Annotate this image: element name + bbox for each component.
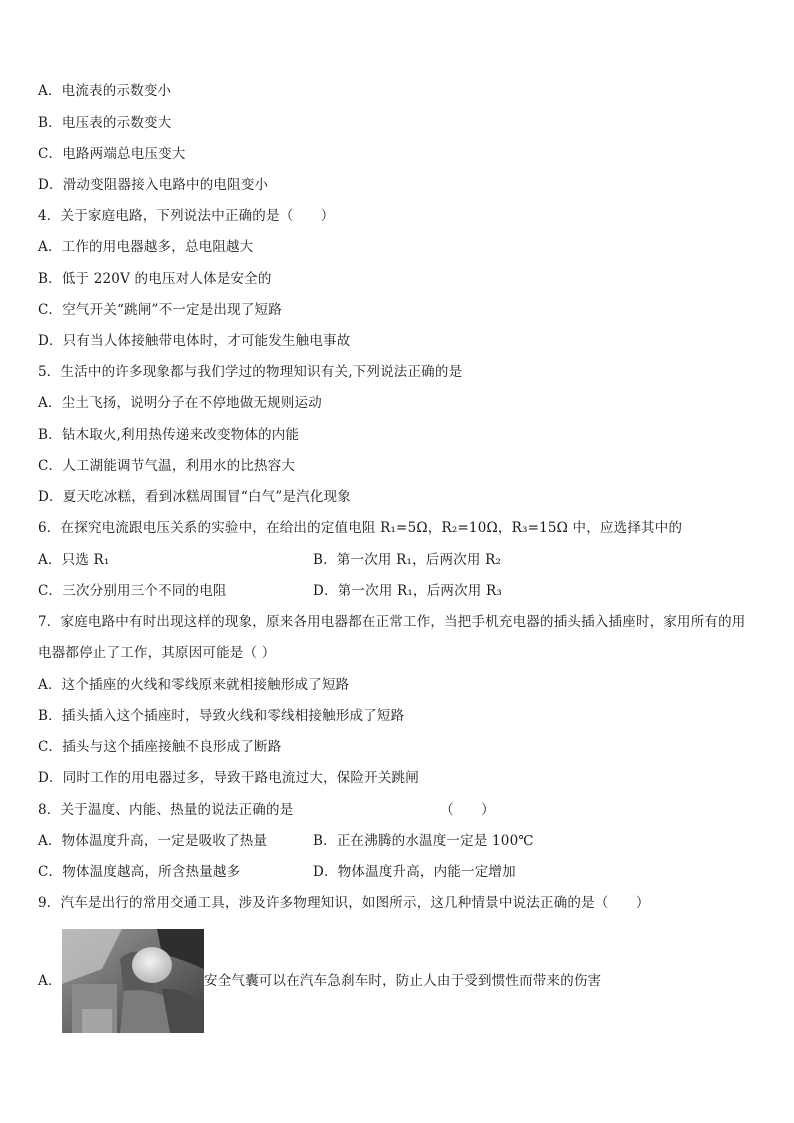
q6-option-c: C．三次分别用三个不同的电阻 — [38, 583, 227, 599]
q3-option-d: D．滑动变阻器接入电路中的电阻变小 — [38, 177, 269, 193]
q7-option-a: A．这个插座的火线和零线原来就相接触形成了短路 — [38, 677, 350, 693]
q3-option-b: B．电压表的示数变大 — [38, 115, 172, 131]
q6-option-d: D．第一次用 R₁，后两次用 R₃ — [313, 583, 502, 599]
airbag-photo-drawing — [62, 929, 204, 1033]
q5-stem: 5．生活中的许多现象都与我们学过的物理知识有关,下列说法正确的是 — [38, 364, 463, 380]
q7-stem: 7．家庭电路中有时出现这样的现象，原来各用电器都在正常工作，当把手机充电器的插头插入插座时，家用所有的用 — [38, 614, 746, 630]
q4-option-b: B．低于 220V 的电压对人体是安全的 — [38, 271, 272, 287]
q8-option-c: C．物体温度越高，所含热量越多 — [38, 864, 241, 880]
q5-option-b: B．钻木取火,利用热传递来改变物体的内能 — [38, 427, 300, 443]
q9-option-a-label: A． — [38, 973, 62, 989]
q5-option-a: A．尘土飞扬，说明分子在不停地做无规则运动 — [38, 395, 322, 411]
q5-option-d: D．夏天吃冰糕，看到冰糕周围冒“白气”是汽化现象 — [38, 489, 351, 505]
q8-stem: 8．关于温度、内能、热量的说法正确的是 — [38, 802, 294, 818]
q5-option-c: C．人工湖能调节气温，利用水的比热容大 — [38, 458, 296, 474]
q4-option-d: D．只有当人体接触带电体时，才可能发生触电事故 — [38, 333, 351, 349]
q9-option-a-text: 安全气囊可以在汽车急刹车时，防止人由于受到惯性而带来的伤害 — [204, 973, 602, 989]
q4-stem: 4．关于家庭电路，下列说法中正确的是（ ） — [38, 208, 335, 224]
q4-option-a: A．工作的用电器越多，总电阻越大 — [38, 239, 254, 255]
q4-option-c: C．空气开关“跳闸”不一定是出现了短路 — [38, 302, 282, 318]
q3-option-a: A．电流表的示数变小 — [38, 83, 172, 99]
q6-stem: 6．在探究电流跟电压关系的实验中，在给出的定值电阻 R₁=5Ω，R₂=10Ω，R₃=15Ω 中，应选择其中的 — [38, 520, 683, 536]
q8-answer-paren: （ ） — [440, 802, 495, 818]
q6-option-a: A．只选 R₁ — [38, 552, 110, 568]
q3-option-c: C．电路两端总电压变大 — [38, 146, 186, 162]
q8-option-b: B．正在沸腾的水温度一定是 100℃ — [313, 833, 534, 849]
q7-option-c: C．插头与这个插座接触不良形成了断路 — [38, 739, 282, 755]
q6-option-b: B．第一次用 R₁，后两次用 R₂ — [313, 552, 502, 568]
q8-option-d: D．物体温度升高，内能一定增加 — [313, 864, 516, 880]
q8-option-a: A．物体温度升高，一定是吸收了热量 — [38, 833, 268, 849]
q9-stem: 9．汽车是出行的常用交通工具，涉及许多物理知识，如图所示，这几种情景中说法正确的是（ ） — [38, 895, 650, 911]
q7-option-b: B．插头插入这个插座时，导致火线和零线相接触形成了短路 — [38, 708, 405, 724]
q7-option-d: D．同时工作的用电器过多，导致干路电流过大，保险开关跳闸 — [38, 770, 419, 786]
q7-stem-cont: 电器都停止了工作，其原因可能是（ ） — [38, 645, 276, 661]
airbag-photo — [62, 929, 204, 1033]
